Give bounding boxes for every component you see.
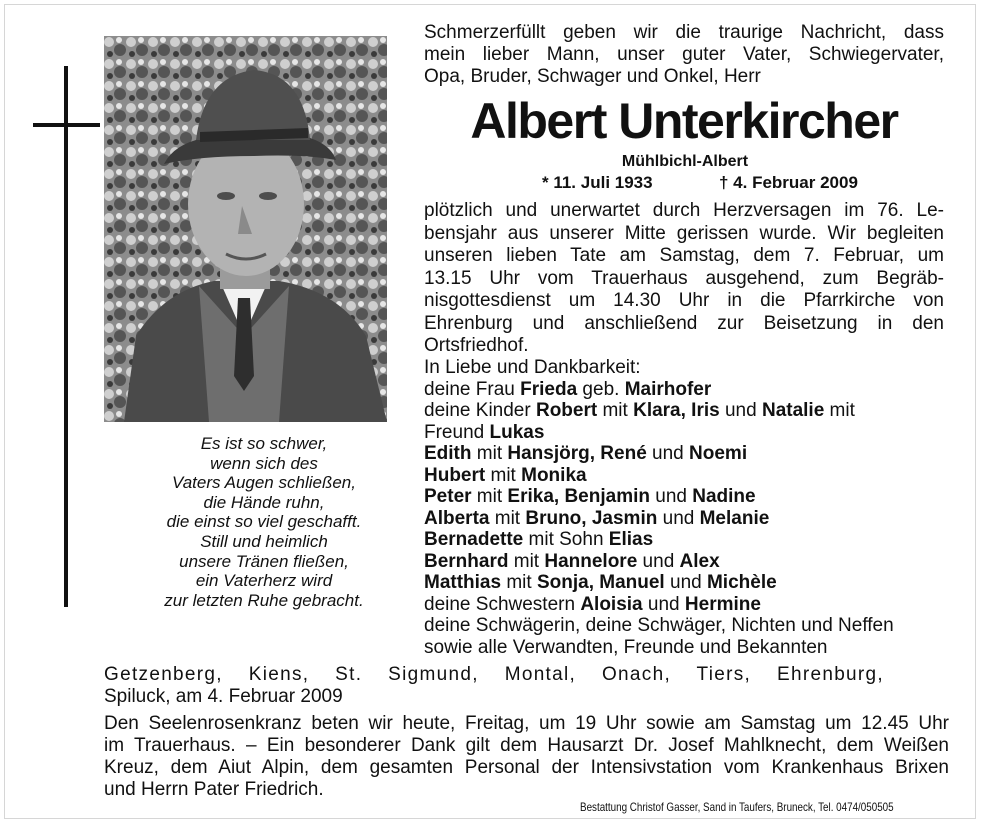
mourner-name: Bernhard xyxy=(424,550,509,572)
mourner-name: Natalie xyxy=(761,400,825,421)
mourner-name: Alex xyxy=(679,550,720,572)
mourner-text: und xyxy=(642,593,685,615)
places-date-line: Spiluck, am 4. Februar 2009 xyxy=(104,686,343,707)
mourner-name: Edith xyxy=(424,443,472,464)
mourner-name: Elias xyxy=(608,529,654,550)
mourner-text: und xyxy=(646,443,690,464)
poem-line: Still und heimlich xyxy=(200,531,328,551)
cross-icon xyxy=(64,66,68,607)
mourner-name: Hermine xyxy=(684,593,761,615)
mourner-line xyxy=(424,529,964,551)
poem-line: zur letzten Ruhe gebracht. xyxy=(164,590,364,610)
mourner-line xyxy=(424,486,964,508)
mourner-name: Robert xyxy=(535,400,598,421)
mourner-text: geb. xyxy=(577,378,625,400)
mourner-text: mit xyxy=(508,550,545,572)
death-date: † 4. Februar 2009 xyxy=(719,173,858,192)
poem-line: Vaters Augen schließen, xyxy=(172,473,356,493)
message-line: Ortsfriedhof. xyxy=(424,335,529,356)
mourner-name: Bernadette xyxy=(424,529,524,550)
mourner-text: mit xyxy=(501,572,537,593)
mourner-line xyxy=(424,594,964,616)
intro-text xyxy=(424,22,944,88)
mourner-name: Erika, Benjamin xyxy=(507,486,650,507)
mourner-line xyxy=(424,379,964,401)
mourners-heading: In Liebe und Dankbarkeit: xyxy=(424,357,641,378)
mourner-line xyxy=(424,615,964,637)
mourner-line xyxy=(424,572,964,594)
mourner-line xyxy=(424,637,964,659)
mourner-name: Monika xyxy=(521,464,587,486)
deceased-nickname: Mühlbichl-Albert xyxy=(621,153,749,170)
poem-line: die Hände ruhn, xyxy=(203,492,325,512)
mourner-name: Alberta xyxy=(424,507,490,529)
mourner-text: mit xyxy=(489,507,526,529)
mourner-name: Hubert xyxy=(424,464,486,486)
mourner-line xyxy=(424,508,964,530)
closing-line: Kreuz, dem Aiut Alpin, dem gesamten Personal der Intensivstation vom Krankenhaus Brixen xyxy=(104,757,949,778)
poem-line: Es ist so schwer, xyxy=(200,434,328,453)
mourner-line xyxy=(424,443,964,465)
message-line: Ehrenburg und anschließend zur Beisetzung in den xyxy=(424,312,944,334)
poem-line: unsere Tränen fließen, xyxy=(179,551,349,571)
mourner-text: und xyxy=(657,507,700,529)
mourner-text: und xyxy=(649,486,693,507)
mourner-name: Noemi xyxy=(689,443,748,464)
closing-line: im Trauerhaus. – Ein besonderer Dank gilt dem Hausarzt Dr. Josef Mahlknecht, dem Weißen xyxy=(104,735,949,756)
intro-line: mein lieber Mann, unser guter Vater, Schwiegervater, xyxy=(424,44,944,65)
mourner-line xyxy=(424,465,964,487)
closing-line: und Herrn Pater Friedrich. xyxy=(104,779,324,800)
mourner-text: mit xyxy=(471,443,508,464)
death-message xyxy=(424,200,944,358)
mourner-text: deine Schwägerin, deine Schwäger, Nichten und Neffen xyxy=(424,615,894,636)
cross-icon-bar xyxy=(33,123,100,127)
mourner-text: mit xyxy=(597,400,634,421)
deceased-name: Albert Unterkircher xyxy=(470,93,898,149)
places-and-date xyxy=(104,664,884,708)
poem-line: die einst so viel geschafft. xyxy=(166,512,362,532)
mourner-text: deine Kinder xyxy=(424,400,536,421)
mourner-text: Freund xyxy=(424,421,490,443)
mourner-name: Mairhofer xyxy=(624,378,712,400)
mourners-lines xyxy=(424,379,964,659)
memorial-poem xyxy=(104,434,424,610)
mourner-name: Melanie xyxy=(699,507,770,529)
mourner-text: und xyxy=(637,550,680,572)
places-line: Getzenberg, Kiens, St. Sigmund, Montal, Onach, Tiers, Ehrenburg, xyxy=(104,664,884,685)
portrait-photo xyxy=(104,36,387,422)
mourner-name: Lukas xyxy=(489,421,545,443)
funeral-home-credit: Bestattung Christof Gasser, Sand in Taufers, Bruneck, Tel. 0474/050505 xyxy=(580,800,894,814)
message-line: unseren lieben Tate am Samstag, dem 7. Februar, um xyxy=(424,245,944,266)
closing-line: Den Seelenrosenkranz beten wir heute, Freitag, um 19 Uhr sowie am Samstag um 12.45 Uhr xyxy=(104,713,949,734)
message-line: 13.15 Uhr vom Trauerhaus ausgehend, zum Begräb- xyxy=(424,267,944,289)
birth-date: * 11. Juli 1933 xyxy=(542,173,653,192)
mourner-name: Sonja, Manuel xyxy=(536,572,665,593)
mourner-name: Matthias xyxy=(424,572,502,593)
mourner-name: Peter xyxy=(424,486,472,507)
intro-line: Schmerzerfüllt geben wir die traurige Nachricht, dass xyxy=(424,22,944,43)
mourner-name: Hannelore xyxy=(544,550,638,572)
mourner-text: mit xyxy=(485,464,522,486)
intro-line: Opa, Bruder, Schwager und Onkel, Herr xyxy=(424,66,761,87)
mourner-name: Klara, Iris xyxy=(633,400,720,421)
mourner-name: Hansjörg, René xyxy=(507,443,647,464)
mourner-text: und xyxy=(664,572,707,593)
message-line: plötzlich und unerwartet durch Herzversagen im 76. Le- xyxy=(424,200,944,221)
poem-line: wenn sich des xyxy=(210,453,318,473)
poem-line: ein Vaterherz wird xyxy=(195,571,333,591)
mourner-line xyxy=(424,400,964,422)
mourner-line xyxy=(424,422,964,444)
mourner-name: Bruno, Jasmin xyxy=(525,507,658,529)
mourner-text: mit xyxy=(471,486,508,507)
mourner-name: Michèle xyxy=(706,572,777,593)
mourner-text: und xyxy=(719,400,762,421)
mourner-text: mit Sohn xyxy=(523,529,609,550)
message-line: bensjahr aus unserer Mitte gerissen wurde. Wir begleiten xyxy=(424,222,944,244)
message-line: nisgottesdienst um 14.30 Uhr in die Pfarrkirche von xyxy=(424,290,944,311)
mourner-name: Nadine xyxy=(692,486,756,507)
mourner-name: Frieda xyxy=(520,378,578,400)
mourner-text: mit xyxy=(824,400,855,421)
closing-text xyxy=(104,713,949,801)
mourner-text: sowie alle Verwandten, Freunde und Bekannten xyxy=(424,636,828,658)
mourners-list xyxy=(424,357,964,658)
mourner-text: deine Schwestern xyxy=(424,593,581,615)
mourner-line xyxy=(424,551,964,573)
mourner-text: deine Frau xyxy=(424,378,521,400)
mourner-name: Aloisia xyxy=(580,593,643,615)
